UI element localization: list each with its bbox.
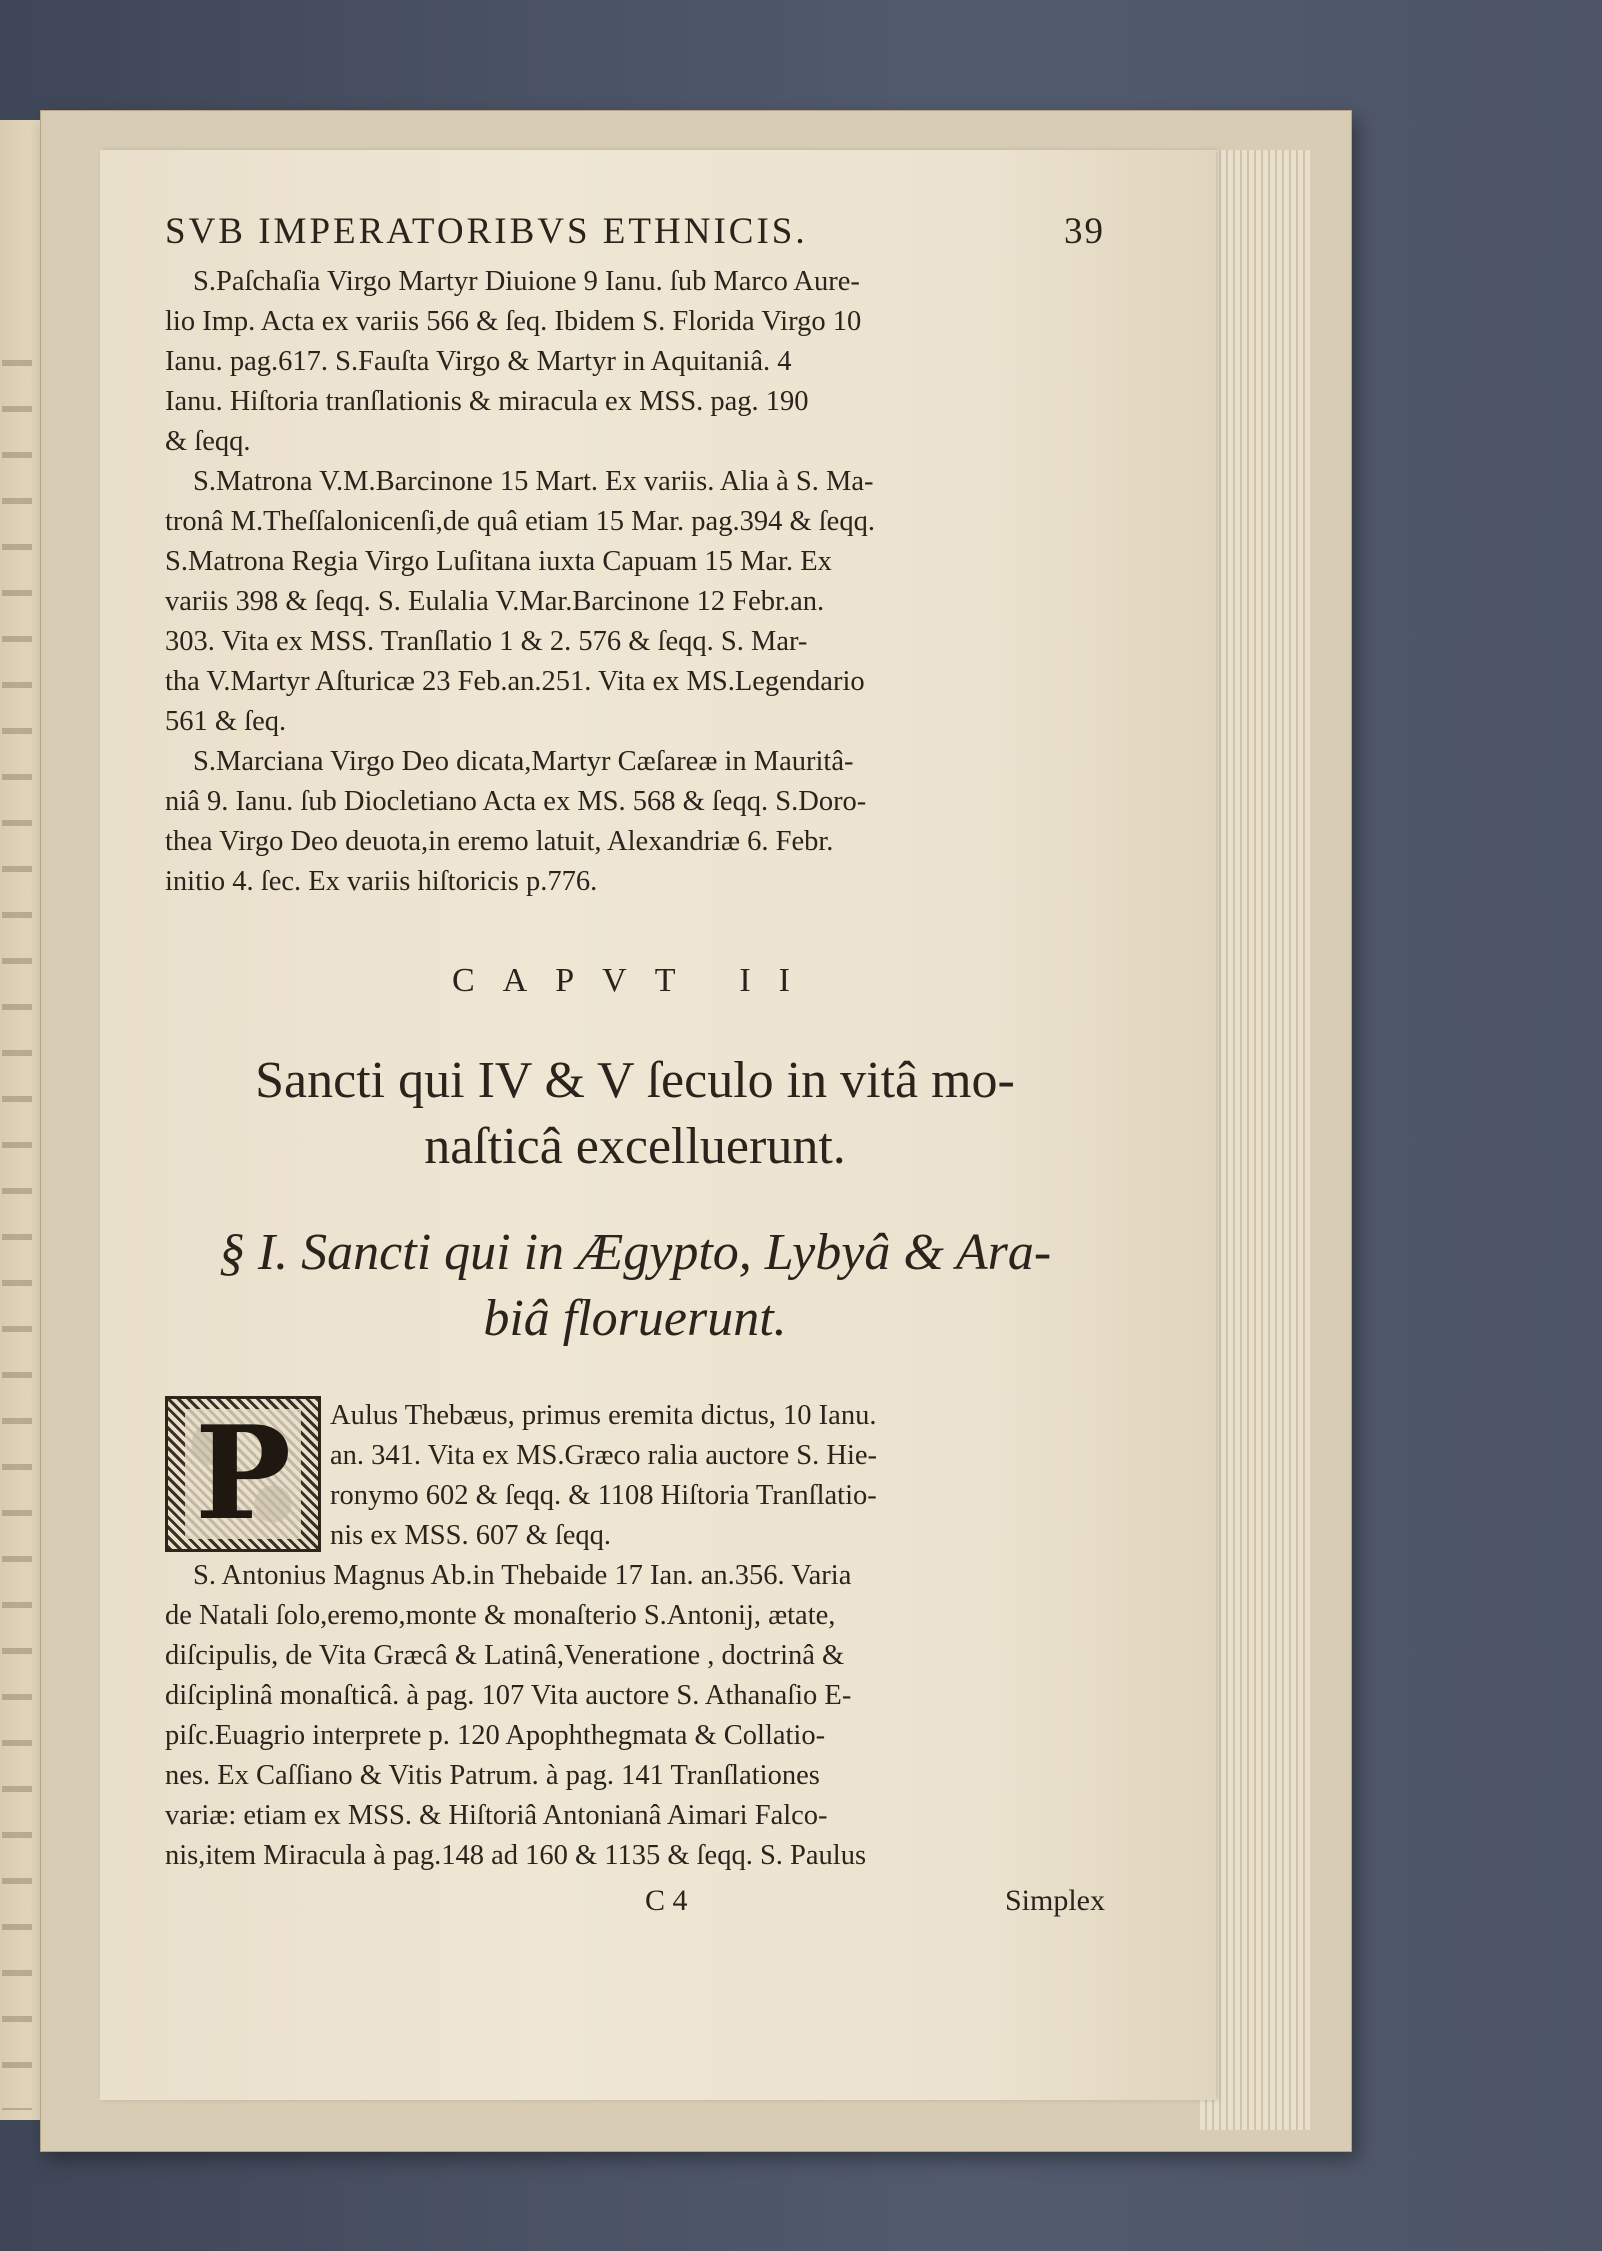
text-line: niâ 9. Ianu. ſub Diocletiano Acta ex MS. 568 & ſeqq. S.Doro-	[165, 786, 867, 817]
text-line: an. 341. Vita ex MS.Græco ralia auctore S. Hie-	[330, 1440, 878, 1471]
text-line: S.Matrona Regia Virgo Luſitana iuxta Capuam 15 Mar. Ex	[165, 546, 832, 577]
text-line: thea Virgo Deo deuota,in eremo latuit, Alexandriæ 6. Febr.	[165, 826, 834, 857]
text-line: nis,item Miracula à pag.148 ad 160 & 1135 & ſeqq. S. Paulus	[165, 1840, 867, 1871]
text-line: Ianu. pag.617. S.Fauſta Virgo & Martyr in Aquitaniâ. 4	[165, 346, 792, 377]
section-heading-line: Sancti qui IV & V ſeculo in vitâ mo-	[255, 1052, 1015, 1109]
running-head	[165, 210, 1105, 260]
text-line: S.Marciana Virgo Deo dicata,Martyr Cæſareæ in Mauritâ-	[193, 746, 854, 777]
text-line: piſc.Euagrio interprete p. 120 Apophthegmata & Collatio-	[165, 1720, 826, 1751]
catchword: Simplex	[1004, 1884, 1105, 1917]
section-heading-line: naſticâ excelluerunt.	[424, 1118, 846, 1175]
decorated-initial	[165, 1396, 321, 1552]
drop-cap-letter: P	[185, 1409, 301, 1539]
section-heading	[165, 1048, 1105, 1180]
text-line: tha V.Martyr Aſturicæ 23 Feb.an.251. Vita ex MS.Legendario	[165, 666, 865, 697]
subsection-heading-line: biâ floruerunt.	[483, 1290, 787, 1347]
text-line: Aulus Thebæus, primus eremita dictus, 10 Ianu.	[330, 1400, 877, 1431]
text-line: lio Imp. Acta ex variis 566 & ſeq. Ibidem S. Florida Virgo 10	[165, 306, 862, 337]
text-line: nes. Ex Caſſiano & Vitis Patrum. à pag. 141 Tranſlationes	[165, 1760, 820, 1791]
left-page-text-fragments	[2, 360, 32, 2110]
text-line: S. Antonius Magnus Ab.in Thebaide 17 Ian. an.356. Varia	[193, 1560, 852, 1591]
page-edges	[1200, 150, 1310, 2130]
text-line: & ſeqq.	[165, 426, 251, 457]
text-line: 561 & ſeq.	[165, 706, 287, 737]
drop-cap-paragraph	[165, 1396, 1105, 1556]
page-text-block	[165, 210, 1105, 1918]
page-number: 39	[1064, 211, 1105, 252]
subsection-heading-line: § I. Sancti qui in Ægypto, Lybyâ & Ara-	[218, 1224, 1052, 1281]
text-line: de Natali ſolo,eremo,monte & monaſterio S.Antonij, ætate,	[165, 1600, 836, 1631]
chapter-title: CAPVT II	[452, 962, 818, 999]
text-line: diſcipulis, de Vita Græcâ & Latinâ,Veneratione , doctrinâ &	[165, 1640, 845, 1671]
page-footer	[165, 1884, 1105, 1918]
running-title: SVB IMPERATORIBVS ETHNICIS.	[165, 211, 808, 252]
text-line: S.Matrona V.M.Barcinone 15 Mart. Ex variis. Alia à S. Ma-	[193, 466, 874, 497]
text-line: Ianu. Hiſtoria tranſlationis & miracula ex MSS. pag. 190	[165, 386, 809, 417]
subsection-heading	[165, 1220, 1105, 1352]
text-line: tronâ M.Theſſalonicenſi,de quâ etiam 15 Mar. pag.394 & ſeqq.	[165, 506, 875, 537]
text-line: variis 398 & ſeqq. S. Eulalia V.Mar.Barcinone 12 Febr.an.	[165, 586, 825, 617]
text-line: initio 4. ſec. Ex variis hiſtoricis p.776.	[165, 866, 598, 897]
signature-mark: C 4	[645, 1884, 688, 1917]
text-line: nis ex MSS. 607 & ſeqq.	[330, 1520, 612, 1551]
text-line: variæ: etiam ex MSS. & Hiſtoriâ Antonianâ Aimari Falco-	[165, 1800, 828, 1831]
bottom-paragraphs	[165, 1556, 1105, 1876]
text-line: 303. Vita ex MSS. Tranſlatio 1 & 2. 576 & ſeqq. S. Mar-	[165, 626, 808, 657]
text-line: diſciplinâ monaſticâ. à pag. 107 Vita auctore S. Athanaſio E-	[165, 1680, 852, 1711]
text-line: S.Paſchaſia Virgo Martyr Diuione 9 Ianu. ſub Marco Aure-	[193, 266, 860, 297]
top-paragraphs	[165, 262, 1105, 902]
text-line: ronymo 602 & ſeqq. & 1108 Hiſtoria Tranſlatio-	[330, 1480, 877, 1511]
